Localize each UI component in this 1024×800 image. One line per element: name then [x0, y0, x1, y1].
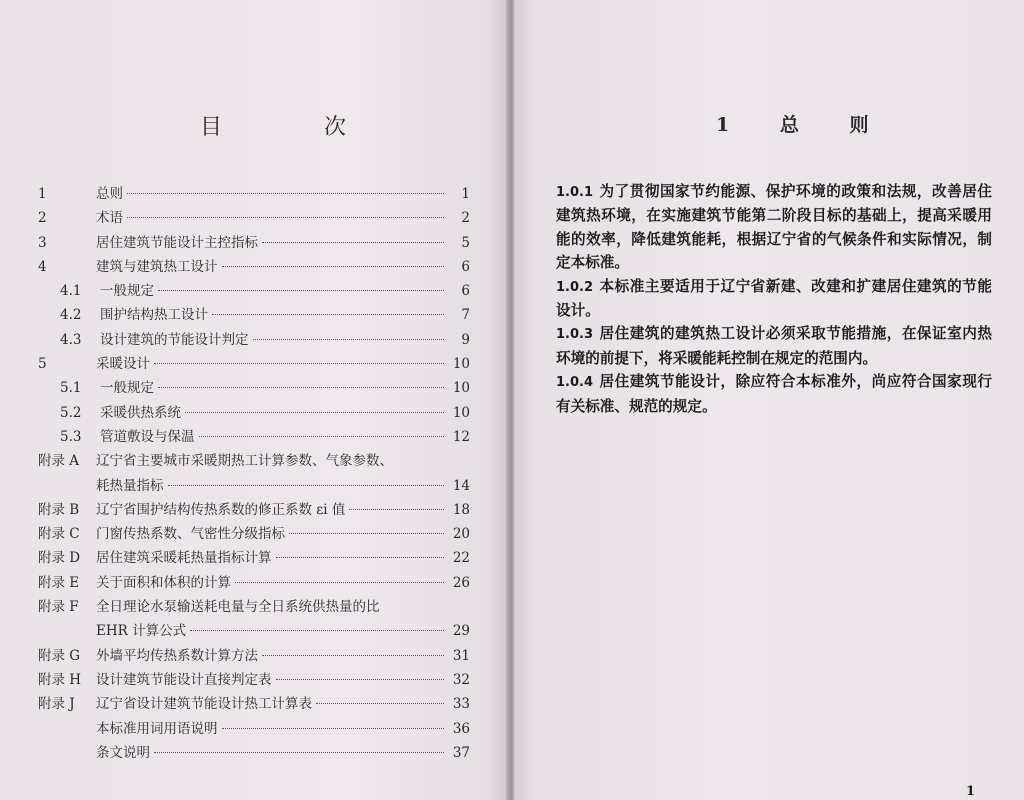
toc-entry-number: 5.3 — [60, 428, 82, 445]
leader-dots — [222, 266, 445, 267]
toc-entry — [38, 522, 470, 546]
clause-text: 为了贯彻国家节约能源、保护环境的政策和法规，改善居住建筑热环境，在实施建筑节能第二阶段目标的基础上，提高采暖用能的效率，降低建筑能耗，根据辽宁省的气候条件和实际情况，制定本标准。 — [556, 183, 992, 272]
leader-dots — [154, 752, 444, 753]
clause-text: 居住建筑的建筑热工设计必须采取节能措施，在保证室内热环境的前提下，将采暖能耗控制在规定的范围内。 — [556, 325, 992, 367]
toc-entry-label: 本标准用词用语说明 — [96, 720, 218, 737]
toc-entry-label: 全日理论水泵输送耗电量与全日系统供热量的比 — [96, 599, 380, 616]
toc-entry-page: 22 — [452, 550, 470, 567]
toc-entry-number: 附录 H — [38, 671, 82, 688]
toc-entry-label: 门窗传热系数、气密性分级指标 — [96, 526, 285, 543]
toc-entry-page: 31 — [452, 647, 470, 664]
toc-entry-page: 10 — [452, 380, 470, 397]
toc-entry — [38, 571, 470, 595]
leader-dots — [190, 630, 444, 631]
toc-entry — [38, 376, 470, 400]
toc-entry-page: 10 — [452, 404, 470, 421]
toc-entry-label: 条文说明 — [96, 744, 150, 761]
toc-entry-label: 围护结构热工设计 — [100, 307, 208, 324]
chapter-title: 1 总 则 — [716, 114, 891, 136]
toc-entry-page: 18 — [452, 501, 470, 518]
toc-entry-label: EHR 计算公式 — [96, 623, 187, 640]
toc-entry-number: 4 — [38, 258, 47, 275]
clause — [556, 275, 992, 323]
clause-number: 1.0.4 — [556, 375, 594, 391]
toc-entry — [38, 595, 470, 619]
leader-dots — [158, 387, 444, 388]
toc-entry-page: 6 — [461, 283, 470, 300]
leader-dots — [212, 314, 444, 315]
toc-entry-page: 26 — [452, 574, 470, 591]
toc-entry-number: 附录 D — [38, 550, 81, 567]
clause-text: 居住建筑节能设计，除应符合本标准外，尚应符合国家现行有关标准、规范的规定。 — [556, 373, 992, 415]
leader-dots — [253, 339, 445, 340]
toc-entry-number: 附录 G — [38, 647, 81, 664]
toc-entry-number: 4.1 — [60, 283, 82, 300]
toc-entry-label: 一般规定 — [100, 283, 154, 300]
toc-entry-number: 5 — [38, 356, 47, 373]
toc-entry — [38, 474, 470, 498]
clause — [556, 370, 992, 418]
toc-entry-number: 附录 E — [38, 574, 80, 591]
toc-entry — [38, 303, 470, 327]
toc-entry — [38, 182, 470, 206]
leader-dots — [276, 557, 445, 558]
clause — [556, 322, 992, 370]
chapter-body — [556, 180, 992, 418]
toc-entry-label: 建筑与建筑热工设计 — [96, 258, 218, 275]
toc-entry-number: 5.2 — [60, 404, 82, 421]
table-of-contents — [38, 182, 470, 765]
toc-entry-page: 29 — [452, 623, 470, 640]
toc-entry-page: 6 — [461, 258, 470, 275]
toc-entry — [38, 692, 470, 716]
leader-dots — [276, 679, 445, 680]
toc-entry-number: 附录 C — [38, 526, 80, 543]
toc-entry — [38, 279, 470, 303]
toc-entry — [38, 352, 470, 376]
leader-dots — [199, 436, 445, 437]
clause — [556, 180, 992, 275]
leader-dots — [154, 363, 444, 364]
toc-entry-label: 术语 — [96, 210, 123, 227]
toc-entry-label: 辽宁省设计建筑节能设计热工计算表 — [96, 696, 312, 713]
toc-entry-number: 附录 J — [38, 696, 75, 713]
toc-entry-number: 5.1 — [60, 380, 82, 397]
toc-entry — [38, 741, 470, 765]
toc-entry-page: 20 — [452, 526, 470, 543]
toc-entry-page: 32 — [452, 671, 470, 688]
toc-entry-label: 采暖供热系统 — [100, 404, 181, 421]
toc-entry — [38, 668, 470, 692]
toc-entry-number: 4.2 — [60, 307, 82, 324]
toc-entry-page: 33 — [452, 696, 470, 713]
toc-entry — [38, 449, 470, 473]
clause-number: 1.0.1 — [556, 185, 594, 200]
toc-entry-label: 一般规定 — [100, 380, 154, 397]
toc-entry — [38, 206, 470, 230]
toc-entry-number: 附录 F — [38, 599, 79, 616]
left-page — [0, 0, 508, 800]
toc-entry — [38, 717, 470, 741]
toc-entry-number: 2 — [38, 210, 47, 227]
leader-dots — [127, 193, 444, 194]
toc-entry-page: 7 — [461, 307, 470, 324]
toc-entry-page: 2 — [461, 210, 470, 227]
toc-entry-label: 管道敷设与保温 — [100, 428, 195, 445]
toc-entry — [38, 498, 470, 522]
clause-number: 1.0.2 — [556, 279, 594, 295]
toc-entry-page: 37 — [452, 744, 470, 761]
toc-entry — [38, 619, 470, 643]
leader-dots — [235, 582, 444, 583]
toc-entry — [38, 255, 470, 279]
toc-entry — [38, 328, 470, 352]
toc-entry-number: 附录 A — [38, 453, 80, 470]
toc-entry-label: 采暖设计 — [96, 356, 150, 373]
toc-entry-label: 总则 — [96, 186, 123, 202]
toc-entry-label: 居住建筑采暖耗热量指标计算 — [96, 550, 272, 567]
leader-dots — [262, 242, 444, 243]
toc-entry-number: 4.3 — [60, 331, 82, 348]
toc-entry-label: 设计建筑节能设计直接判定表 — [96, 671, 272, 688]
toc-entry-page: 10 — [452, 356, 470, 373]
leader-dots — [185, 412, 444, 413]
toc-entry-page: 12 — [452, 428, 470, 445]
toc-entry-page: 5 — [461, 234, 470, 251]
leader-dots — [289, 533, 444, 534]
toc-entry-label: 辽宁省主要城市采暖期热工计算参数、气象参数、 — [96, 453, 393, 470]
clause-text: 本标准主要适用于辽宁省新建、改建和扩建居住建筑的节能设计。 — [556, 277, 992, 320]
toc-entry-number: 1 — [38, 186, 47, 202]
leader-dots — [349, 509, 444, 510]
leader-dots — [158, 290, 444, 291]
toc-title: 目 次 — [200, 115, 387, 140]
toc-entry-number: 附录 B — [38, 501, 80, 518]
toc-entry-label: 外墙平均传热系数计算方法 — [96, 647, 258, 664]
toc-entry-page: 1 — [461, 186, 470, 202]
toc-entry-page: 14 — [452, 477, 470, 494]
leader-dots — [222, 728, 445, 729]
toc-entry-label: 居住建筑节能设计主控指标 — [96, 234, 258, 251]
toc-entry — [38, 401, 470, 425]
leader-dots — [168, 485, 445, 486]
toc-entry-label: 耗热量指标 — [96, 477, 164, 494]
leader-dots — [316, 703, 444, 704]
toc-entry-number: 3 — [38, 234, 47, 251]
toc-entry-label: 关于面积和体积的计算 — [96, 574, 231, 591]
leader-dots — [262, 655, 444, 656]
toc-entry-label: 设计建筑的节能设计判定 — [100, 331, 249, 348]
toc-entry-page: 36 — [452, 720, 470, 737]
clause-number: 1.0.3 — [556, 327, 594, 343]
toc-entry-page: 9 — [461, 331, 470, 348]
page-number: 1 — [966, 784, 976, 799]
toc-entry — [38, 231, 470, 255]
toc-entry — [38, 644, 470, 668]
toc-entry-label: 辽宁省围护结构传热系数的修正系数 εi 值 — [96, 501, 346, 518]
leader-dots — [127, 217, 444, 218]
toc-entry — [38, 425, 470, 449]
toc-entry — [38, 546, 470, 570]
